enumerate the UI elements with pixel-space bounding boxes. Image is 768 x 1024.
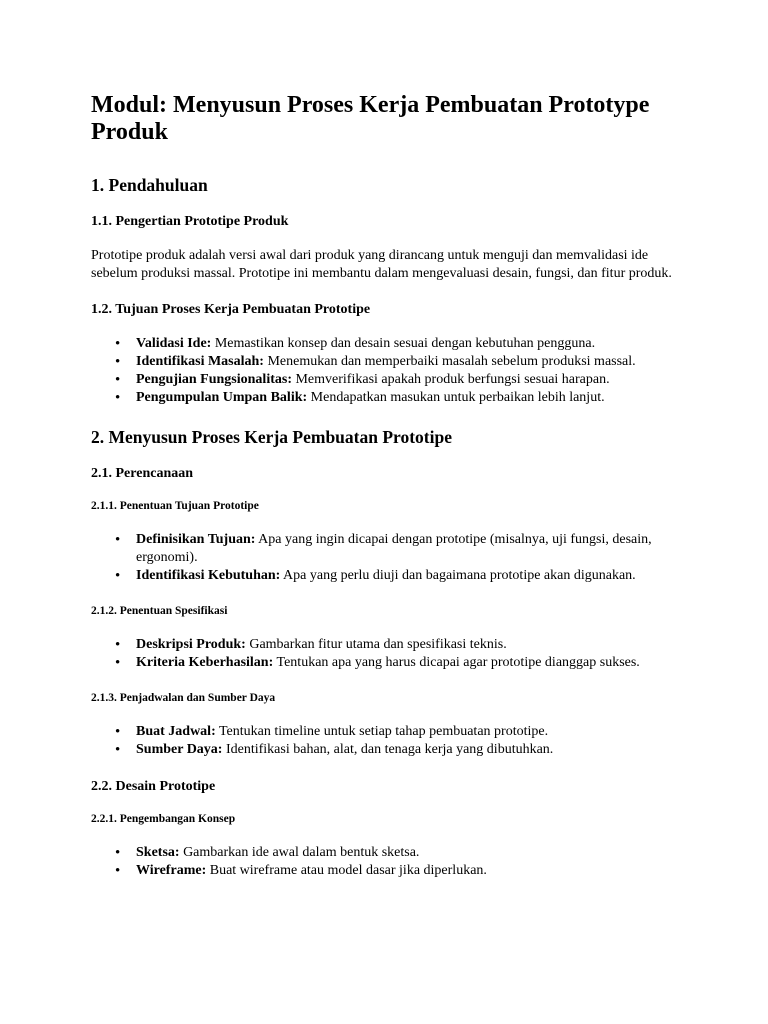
- list-item: [136, 636, 691, 654]
- list-penjadwalan: [91, 723, 691, 759]
- section-heading-pendahuluan: 1. Pendahuluan: [91, 175, 208, 195]
- list-item: [136, 862, 691, 880]
- list-item-term: Buat Jadwal:: [136, 724, 216, 739]
- list-item-term: Validasi Ide:: [136, 336, 212, 351]
- list-item-term: Definisikan Tujuan:: [136, 532, 256, 547]
- list-item-term: Identifikasi Masalah:: [136, 354, 264, 369]
- subsubsection-heading-penentuan-tujuan: 2.1.1. Penentuan Tujuan Prototipe: [91, 500, 259, 512]
- list-item-term: Sumber Daya:: [136, 742, 223, 757]
- list-pengembangan-konsep: [91, 844, 691, 880]
- subsubsection-heading-penjadwalan: 2.1.3. Penjadwalan dan Sumber Daya: [91, 692, 276, 704]
- document-page: [91, 92, 691, 899]
- list-item-term: Kriteria Keberhasilan:: [136, 655, 274, 670]
- list-item-text: Gambarkan ide awal dalam bentuk sketsa.: [179, 845, 420, 860]
- list-item: [136, 654, 691, 672]
- list-item-term: Sketsa:: [136, 845, 180, 860]
- list-item-text: Apa yang perlu diuji dan bagaimana prototipe akan digunakan.: [280, 568, 636, 583]
- list-item-text: Memverifikasi apakah produk berfungsi sesuai harapan.: [291, 372, 610, 387]
- list-item-text: Mendapatkan masukan untuk perbaikan lebih lanjut.: [307, 390, 605, 405]
- list-item: [136, 353, 691, 371]
- list-item: [136, 371, 691, 389]
- list-item-text: Buat wireframe atau model dasar jika diperlukan.: [206, 863, 487, 878]
- list-item: [136, 844, 691, 862]
- list-item: [136, 723, 691, 741]
- subsection-heading-tujuan: 1.2. Tujuan Proses Kerja Pembuatan Prototipe: [91, 302, 371, 317]
- list-item: [136, 567, 691, 585]
- list-item-term: Pengumpulan Umpan Balik:: [136, 390, 308, 405]
- list-spesifikasi: [91, 636, 691, 672]
- list-item-text: Identifikasi bahan, alat, dan tenaga kerja yang dibutuhkan.: [222, 742, 554, 757]
- list-item-text: Memastikan konsep dan desain sesuai dengan kebutuhan pengguna.: [211, 336, 596, 351]
- list-item-term: Wireframe:: [136, 863, 207, 878]
- subsection-heading-perencanaan: 2.1. Perencanaan: [91, 466, 194, 481]
- paragraph-pengertian: Prototipe produk adalah versi awal dari produk yang dirancang untuk menguji dan memvalidasi ide sebelum produksi massal. Prototipe ini membantu dalam mengevaluasi desain, fungsi, dan fitur produk.: [91, 248, 672, 281]
- list-item-text: Apa yang ingin dicapai dengan prototipe (misalnya, uji fungsi, desain, ergonomi).: [136, 532, 652, 565]
- list-item-text: Tentukan timeline untuk setiap tahap pembuatan prototipe.: [215, 724, 549, 739]
- list-item: [136, 389, 691, 407]
- subsection-heading-desain: 2.2. Desain Prototipe: [91, 779, 216, 794]
- list-item-text: Tentukan apa yang harus dicapai agar prototipe dianggap sukses.: [273, 655, 640, 670]
- subsubsection-heading-pengembangan-konsep: 2.2.1. Pengembangan Konsep: [91, 813, 236, 825]
- list-item-text: Menemukan dan memperbaiki masalah sebelum produksi massal.: [263, 354, 636, 369]
- list-item: [136, 531, 691, 567]
- subsection-heading-pengertian: 1.1. Pengertian Prototipe Produk: [91, 214, 289, 229]
- list-item: [136, 741, 691, 759]
- list-item-term: Identifikasi Kebutuhan:: [136, 568, 281, 583]
- list-penentuan-tujuan: [91, 531, 691, 585]
- document-title: Modul: Menyusun Proses Kerja Pembuatan Prototype Produk: [91, 92, 650, 145]
- list-item: [136, 335, 691, 353]
- list-item-term: Deskripsi Produk:: [136, 637, 246, 652]
- list-item-text: Gambarkan fitur utama dan spesifikasi teknis.: [245, 637, 507, 652]
- subsubsection-heading-spesifikasi: 2.1.2. Penentuan Spesifikasi: [91, 605, 228, 617]
- list-tujuan: [91, 335, 691, 407]
- section-heading-menyusun: 2. Menyusun Proses Kerja Pembuatan Prototipe: [91, 427, 452, 447]
- list-item-term: Pengujian Fungsionalitas:: [136, 372, 292, 387]
